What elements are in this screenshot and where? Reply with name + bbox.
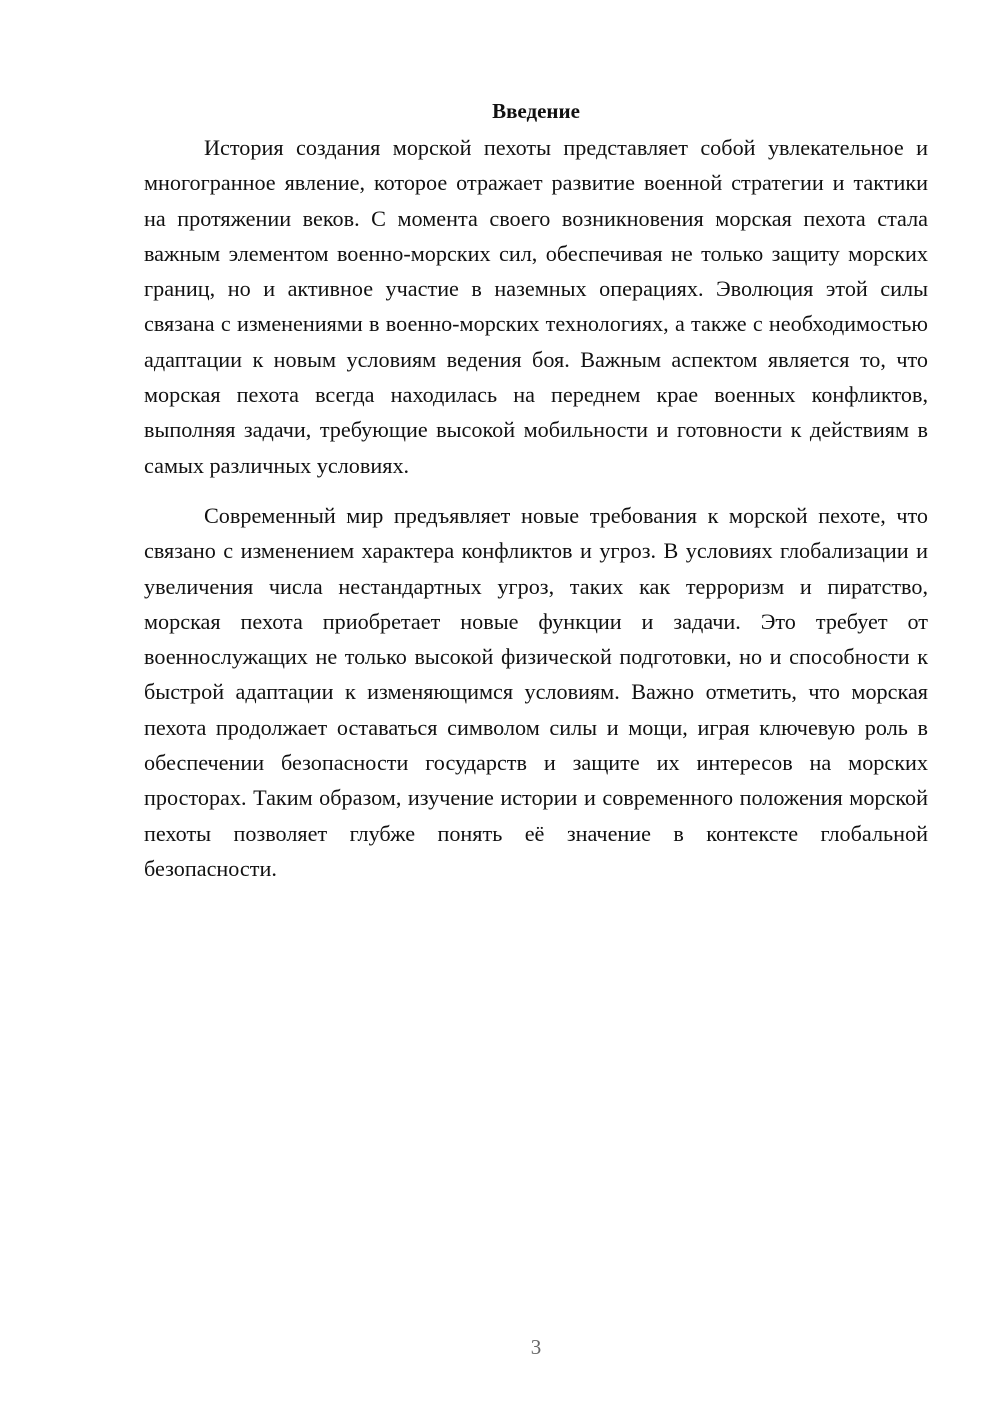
paragraph-1: История создания морской пехоты представляет собой увлекательное и многогранное явление, которое отражает развитие военной стратегии и тактики на протяжении веков. С момента своего возникновения морская пехота стала важным элементом военно-морских сил, обеспечивая не только защиту морских границ, но и активное участие в наземных операциях. Эволюция этой силы связана с изменениями в военно-морских технологиях, а также с необходимостью адаптации к новым условиям ведения боя. Важным аспектом является то, что морская пехота всегда находилась на переднем крае военных конфликтов, выполняя задачи, требующие высокой мобильности и готовности к действиям в самых различных условиях. — [144, 135, 928, 478]
page-content — [144, 92, 928, 886]
paragraph-2: Современный мир предъявляет новые требования к морской пехоте, что связано с изменением характера конфликтов и угроз. В условиях глобализации и увеличения числа нестандартных угроз, таких как терроризм и пиратство, морская пехота приобретает новые функции и задачи. Это требует от военнослужащих не только высокой физической подготовки, но и способности к быстрой адаптации к изменяющимся условиям. Важно отметить, что морская пехота продолжает оставаться символом силы и мощи, играя ключевую роль в обеспечении безопасности государств и защите их интересов на морских просторах. Таким образом, изучение истории и современного положения морской пехоты позволяет глубже понять её значение в контексте глобальной безопасности. — [144, 502, 928, 881]
section-title: Введение — [492, 99, 580, 123]
page-number: 3 — [530, 1335, 542, 1359]
